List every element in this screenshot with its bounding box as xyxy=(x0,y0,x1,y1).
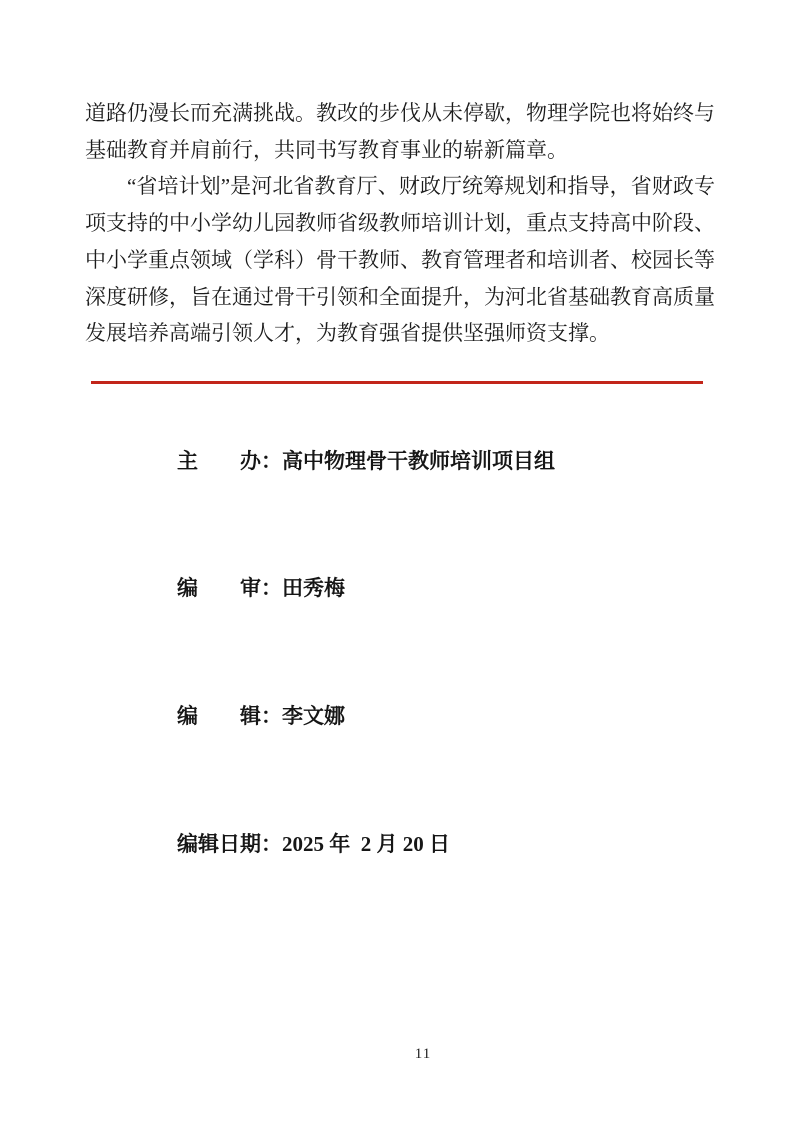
credit-label: 编 审： xyxy=(177,576,282,601)
body-paragraph-1: 道路仍漫长而充满挑战。教改的步伐从未停歇，物理学院也将始终与基础教育并肩前行，共同书写教育事业的崭新篇章。 xyxy=(85,101,715,162)
credit-row-organizer xyxy=(135,397,715,525)
page-content xyxy=(85,95,715,908)
credit-value: 田秀梅 xyxy=(282,576,345,601)
credit-value: 2025 年 2 月 20 日 xyxy=(282,831,450,856)
credit-label: 主 办： xyxy=(177,448,282,473)
body-paragraph-2: “省培计划”是河北省教育厅、财政厅统筹规划和指导，省财政专项支持的中小学幼儿园教师省级教师培训计划，重点支持高中阶段、中小学重点领域（学科）骨干教师、教育管理者和培训者、校园长等深度研修，旨在通过骨干引领和全面提升，为河北省基础教育高质量发展培养高端引领人才，为教育强省提供坚强师资支撑。 xyxy=(85,174,715,346)
credit-label: 编 辑： xyxy=(177,704,282,729)
credit-label: 编辑日期： xyxy=(177,831,282,856)
credit-value: 高中物理骨干教师培训项目组 xyxy=(282,448,555,473)
credit-row-edit-date xyxy=(135,780,715,908)
credit-row-editor xyxy=(135,652,715,780)
page-number: 11 xyxy=(414,1046,432,1062)
credit-row-reviewer xyxy=(135,525,715,653)
credits-block xyxy=(135,397,715,908)
credit-value: 李文娜 xyxy=(282,704,345,729)
red-divider-line xyxy=(91,381,703,384)
